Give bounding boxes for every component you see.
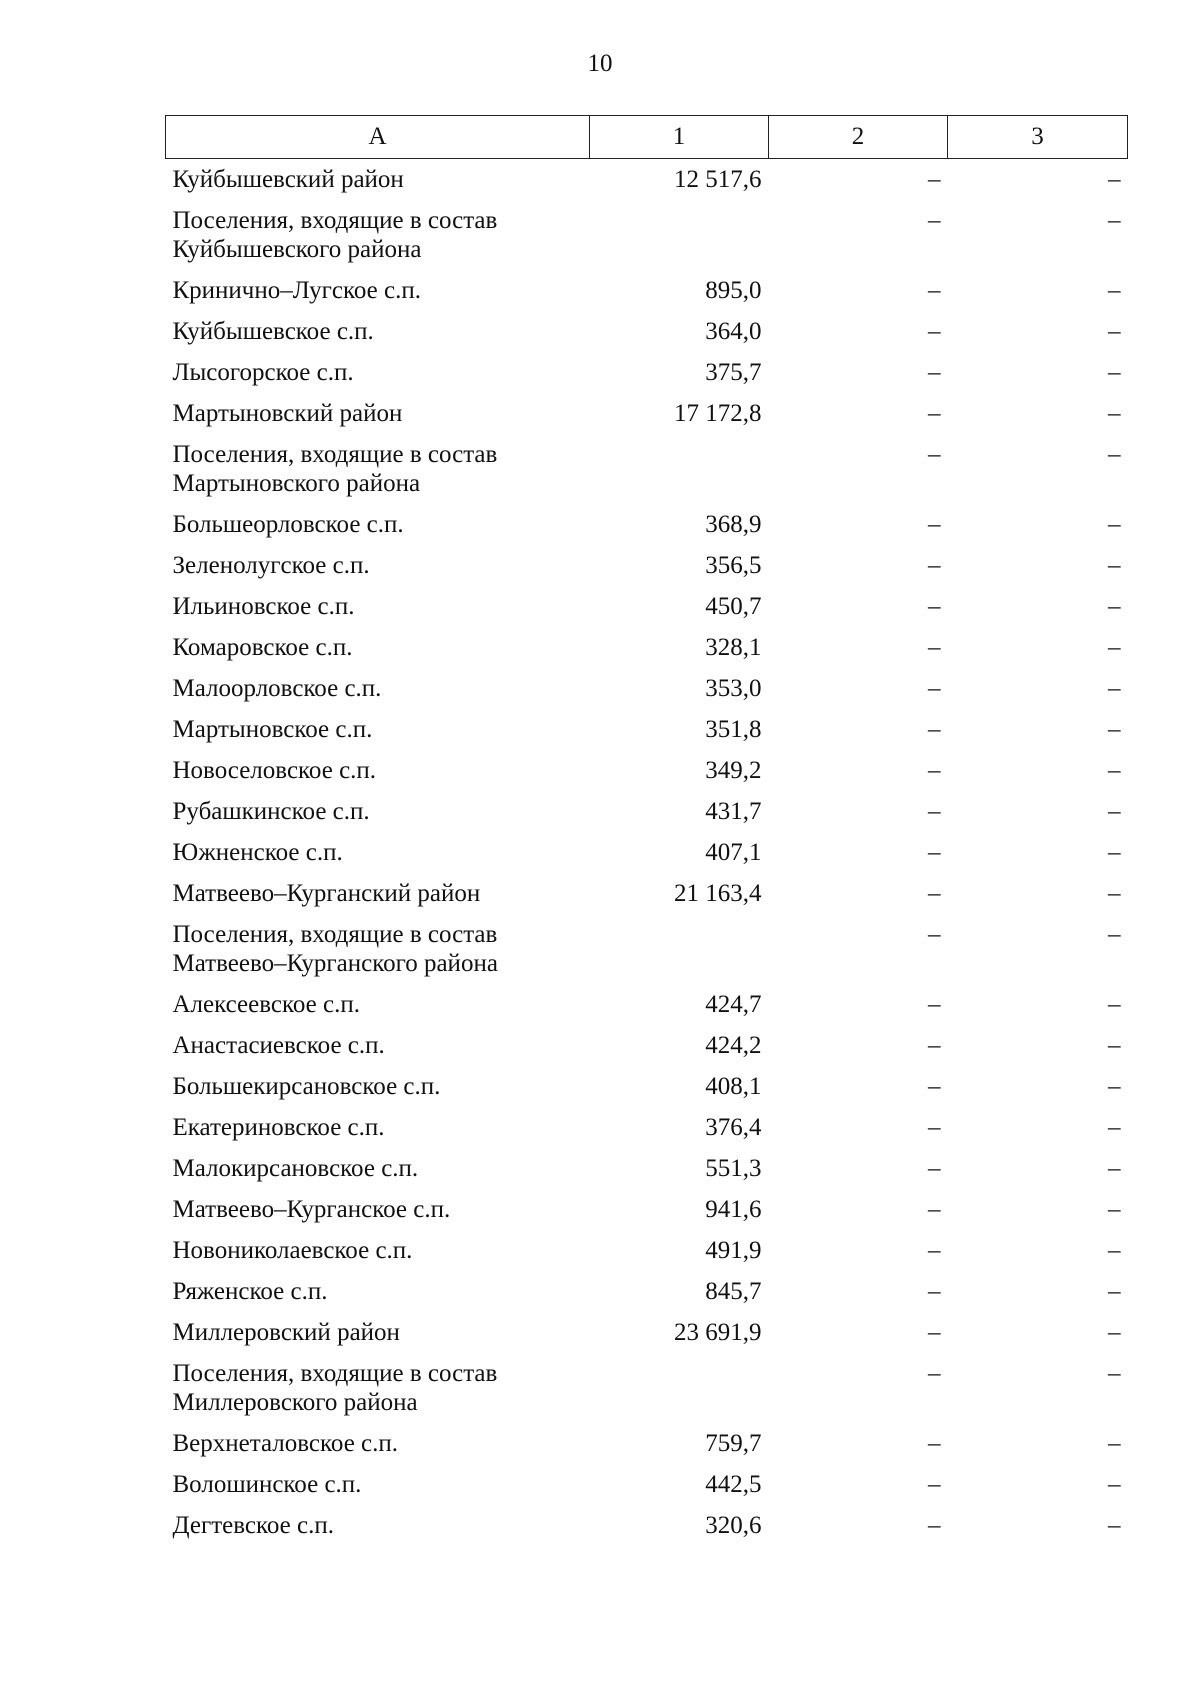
row-value-2-cell: – [928,1073,941,1100]
table-body [166,159,1128,1547]
header-cell-3: 3 [948,116,1128,159]
row-value-1-cell: 351,8 [705,716,762,743]
row-value-1-cell [590,434,769,504]
row-value-1-cell: 328,1 [705,634,762,661]
row-value-3-cell: – [1108,1237,1121,1264]
row-name-cell: Волошинское с.п. [172,1471,362,1498]
table-row [166,1189,1128,1230]
row-value-1-cell: 21 163,4 [674,880,762,907]
row-name-cell: Кринично–Лугское с.п. [172,277,421,304]
row-value-3-cell: – [1108,593,1121,620]
row-name-cell: Верхнеталовское с.п. [172,1430,399,1457]
table-row [166,1312,1128,1353]
table-row [166,750,1128,791]
row-value-3-cell: – [1108,991,1121,1018]
table-row [166,1505,1128,1546]
row-value-1-cell: 320,6 [705,1512,762,1539]
table-row [166,1025,1128,1066]
row-name-cell: Комаровское с.п. [172,634,353,661]
row-name-cell: Ильиновское с.п. [172,593,355,620]
row-value-3-cell: – [1108,1278,1121,1305]
row-value-2-cell: – [928,511,941,538]
row-name-cell: Куйбышевский район [172,166,404,193]
row-name-cell: Лысогорское с.п. [172,359,354,386]
table-row [166,1464,1128,1505]
row-value-3-cell: – [1108,839,1121,866]
row-value-2-cell: – [928,634,941,661]
table-row [166,200,1128,270]
row-value-1-cell: 895,0 [705,277,762,304]
row-value-1-cell: 368,9 [705,511,762,538]
row-name-cell: Дегтевское с.п. [172,1512,334,1539]
row-value-2-cell: – [928,441,941,468]
row-value-2-cell: – [928,593,941,620]
table-row [166,159,1128,201]
row-value-3-cell: – [1108,757,1121,784]
row-value-2-cell: – [928,166,941,193]
row-name-cell: Мартыновское с.п. [172,716,373,743]
row-name-cell: Поселения, входящие в состав Миллеровского района [172,1360,498,1416]
row-name-cell: Алексеевское с.п. [172,991,360,1018]
table-row [166,1230,1128,1271]
row-value-2-cell: – [928,207,941,234]
row-value-1-cell: 353,0 [705,675,762,702]
row-value-2-cell: – [928,1319,941,1346]
table-row [166,914,1128,984]
row-value-3-cell: – [1108,277,1121,304]
table-row [166,832,1128,873]
row-value-1-cell: 759,7 [705,1430,762,1457]
row-value-3-cell: – [1108,1073,1121,1100]
row-value-1-cell: 376,4 [705,1114,762,1141]
row-value-2-cell: – [928,1512,941,1539]
row-value-1-cell: 424,7 [705,991,762,1018]
row-value-2-cell: – [928,277,941,304]
row-value-2-cell: – [928,839,941,866]
row-value-1-cell: 17 172,8 [674,400,762,427]
row-value-3-cell: – [1108,400,1121,427]
row-value-1-cell: 408,1 [705,1073,762,1100]
row-value-2-cell: – [928,359,941,386]
row-value-2-cell: – [928,1360,941,1387]
table-row [166,1423,1128,1464]
row-value-2-cell: – [928,1155,941,1182]
row-name-cell: Зеленолугское с.п. [172,552,370,579]
table-row [166,586,1128,627]
table-row [166,270,1128,311]
row-value-3-cell: – [1108,1155,1121,1182]
row-value-2-cell: – [928,798,941,825]
row-value-2-cell: – [928,1114,941,1141]
table-row [166,1066,1128,1107]
row-value-1-cell [590,1353,769,1423]
row-value-1-cell: 424,2 [705,1032,762,1059]
row-value-3-cell: – [1108,552,1121,579]
row-value-3-cell: – [1108,1319,1121,1346]
row-name-cell: Малоорловское с.п. [172,675,382,702]
row-value-3-cell: – [1108,359,1121,386]
row-value-2-cell: – [928,921,941,948]
table-row [166,668,1128,709]
row-name-cell: Миллеровский район [172,1319,400,1346]
row-value-1-cell: 12 517,6 [674,166,762,193]
table-row [166,627,1128,668]
row-value-1-cell: 450,7 [705,593,762,620]
row-name-cell: Большеорловское с.п. [172,511,404,538]
row-value-1-cell: 442,5 [705,1471,762,1498]
row-value-3-cell: – [1108,921,1121,948]
table-row [166,1107,1128,1148]
row-name-cell: Ряженское с.п. [172,1278,328,1305]
row-name-cell: Новониколаевское с.п. [172,1237,413,1264]
table-row [166,545,1128,586]
row-value-3-cell: – [1108,441,1121,468]
table-row [166,1271,1128,1312]
row-value-1-cell: 375,7 [705,359,762,386]
table-row [166,873,1128,914]
row-value-2-cell: – [928,318,941,345]
row-value-1-cell: 431,7 [705,798,762,825]
header-cell-1: 1 [590,116,769,159]
row-value-3-cell: – [1108,1196,1121,1223]
row-value-3-cell: – [1108,716,1121,743]
table-row [166,434,1128,504]
row-value-3-cell: – [1108,675,1121,702]
row-value-2-cell: – [928,1471,941,1498]
row-value-2-cell: – [928,1237,941,1264]
row-value-3-cell: – [1108,511,1121,538]
row-value-1-cell: 356,5 [705,552,762,579]
row-value-2-cell: – [928,1278,941,1305]
row-value-1-cell: 941,6 [705,1196,762,1223]
row-name-cell: Екатериновское с.п. [172,1114,385,1141]
table-row [166,984,1128,1025]
row-name-cell: Мартыновский район [172,400,403,427]
row-value-3-cell: – [1108,634,1121,661]
row-value-1-cell: 551,3 [705,1155,762,1182]
budget-table [165,115,1128,1546]
header-cell-a: А [166,116,590,159]
row-value-2-cell: – [928,716,941,743]
page-number: 10 [587,50,613,77]
header-row [166,116,1128,159]
table-row [166,393,1128,434]
row-name-cell: Новоселовское с.п. [172,757,377,784]
row-value-3-cell: – [1108,166,1121,193]
row-value-3-cell: – [1108,798,1121,825]
row-value-2-cell: – [928,1196,941,1223]
row-value-1-cell: 23 691,9 [674,1319,762,1346]
row-name-cell: Анастасиевское с.п. [172,1032,385,1059]
table-row [166,1353,1128,1423]
row-value-1-cell: 491,9 [705,1237,762,1264]
row-name-cell: Матвеево–Курганское с.п. [172,1196,451,1223]
table-row [166,791,1128,832]
row-value-1-cell [590,200,769,270]
row-value-2-cell: – [928,991,941,1018]
row-value-3-cell: – [1108,1471,1121,1498]
row-value-1-cell: 364,0 [705,318,762,345]
row-name-cell: Поселения, входящие в состав Куйбышевского района [172,207,498,263]
row-value-3-cell: – [1108,1032,1121,1059]
row-value-2-cell: – [928,1430,941,1457]
row-name-cell: Южненское с.п. [172,839,343,866]
row-name-cell: Куйбышевское с.п. [172,318,374,345]
header-cell-2: 2 [769,116,948,159]
row-value-3-cell: – [1108,1360,1121,1387]
row-value-2-cell: – [928,880,941,907]
row-value-1-cell: 349,2 [705,757,762,784]
row-value-3-cell: – [1108,880,1121,907]
row-value-2-cell: – [928,757,941,784]
row-name-cell: Матвеево–Курганский район [172,880,481,907]
row-value-1-cell: 845,7 [705,1278,762,1305]
row-value-1-cell [590,914,769,984]
row-value-2-cell: – [928,400,941,427]
row-name-cell: Рубашкинское с.п. [172,798,370,825]
table-row [166,311,1128,352]
row-value-3-cell: – [1108,1512,1121,1539]
row-value-3-cell: – [1108,207,1121,234]
row-value-1-cell: 407,1 [705,839,762,866]
row-value-3-cell: – [1108,1114,1121,1141]
row-name-cell: Большекирсановское с.п. [172,1073,441,1100]
row-name-cell: Малокирсановское с.п. [172,1155,419,1182]
table-row [166,352,1128,393]
row-value-2-cell: – [928,1032,941,1059]
row-value-2-cell: – [928,675,941,702]
table-row [166,504,1128,545]
table-row [166,1148,1128,1189]
row-name-cell: Поселения, входящие в состав Матвеево–Курганского района [172,921,498,977]
table-row [166,709,1128,750]
row-value-3-cell: – [1108,318,1121,345]
row-value-2-cell: – [928,552,941,579]
table-header [166,116,1128,159]
row-value-3-cell: – [1108,1430,1121,1457]
row-name-cell: Поселения, входящие в состав Мартыновского района [172,441,498,497]
